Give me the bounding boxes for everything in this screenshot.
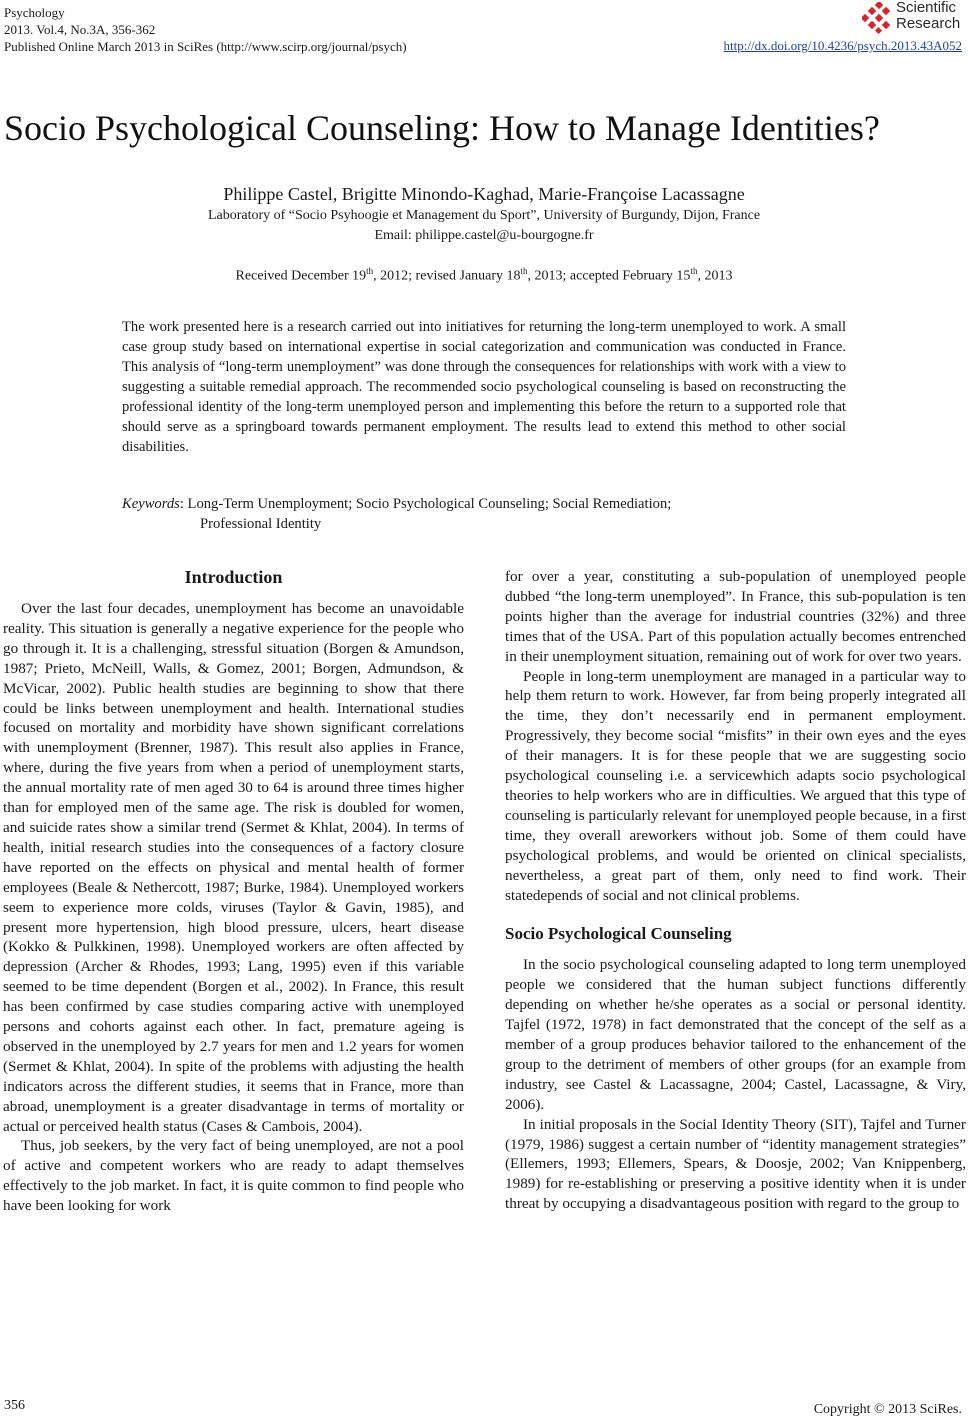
abstract: The work presented here is a research carried out into initiatives for returning the long-term unemployed to work. A small case group study based on international expertise in social categorization and communication was conducted in France. This analysis of “long-term unemployment” was done through the consequences for relationships with work with a view to suggesting a suitable remedial approach. The recommended socio psychological counseling is based on reconstructing the professional identity of the long-term unemployed person and implementing this before the return to a supported role that should serve as a springboard towards permanent employment. The results lead to extend this method to other social disabilities.: [122, 319, 846, 455]
paragraph: In the socio psychological counseling adapted to long term unemployed people we considered that the human subject functions differently depending on whether he/she operates as a social or personal identity. Tajfel (1972, 1978) in fact demonstrated that the concept of the self as a member of a group produces behavior tailored to the enhancement of the group to the detriment of members of other groups (for an example from industry, see Castel & Lacassagne, 2004; Castel, Lacassagne, & Viry, 2006).: [505, 956, 966, 1113]
right-column: [505, 567, 966, 1214]
logo-wordmark: Scientific Research: [896, 0, 961, 32]
published-online: Published Online March 2013 in SciRes (http://www.scirp.org/journal/psych): [4, 39, 407, 54]
submission-dates: Received December 19th, 2012; revised January 18th, 2013; accepted February 15th, 2013: [235, 266, 733, 284]
paragraph: Thus, job seekers, by the very fact of being unemployed, are not a pool of active and competent workers who are ready to adapt themselves effectively to the job market. In fact, it is quite common to find people who have been looking for work: [3, 1137, 464, 1215]
affiliation: Laboratory of “Socio Psyhoogie et Management du Sport”, University of Burgundy, Dijon, France: [207, 208, 761, 223]
keywords-line2: Professional Identity: [200, 516, 322, 532]
logo-diamonds-icon: [862, 2, 896, 34]
paragraph: for over a year, constituting a sub-population of unemployed people dubbed “the long-term unemployed”. In France, this sub-population is ten points higher than the average for industrial countries (32%) and three times that of the USA. Part of this population actually becomes entrenched in their unemployment situation, remaining out of work for over two years.: [505, 568, 966, 665]
page-number: 356: [4, 1398, 25, 1413]
journal-name: Psychology: [4, 5, 65, 20]
scientific-research-logo: [862, 0, 962, 36]
doi-link[interactable]: http://dx.doi.org/10.4236/psych.2013.43A052: [723, 38, 962, 53]
left-column: [3, 599, 464, 1216]
paragraph: People in long-term unemployment are managed in a particular way to help them return to work. However, far from being properly integrated all the time, they don’t necessarily end in permanent employment. Progressively, they become social “misfits” in their own eyes and the eyes of their managers. It is for these people that we are suggesting socio psychological counseling i.e. a servicewhich adapts socio psychological theories to help workers who are in difficulties. We argued that this type of counseling is particularly relevant for unemployed people because, in a first time, they overall areworkers without job. Some of them could have psychological problems, and would be oriented on clinical specialists, nevertheless, a great part of them, only need to find work. Their statedepends of social and not clinical problems.: [505, 667, 966, 904]
journal-header: [4, 4, 407, 55]
keywords: [122, 494, 671, 514]
keywords-line1: : Long-Term Unemployment; Socio Psychological Counseling; Social Remediation;: [179, 496, 672, 512]
section-heading-introduction: Introduction: [184, 567, 283, 587]
author-email: Email: philippe.castel@u-bourgogne.fr: [374, 228, 594, 243]
authors: Philippe Castel, Brigitte Minondo-Kaghad, Marie-Françoise Lacassagne: [223, 184, 745, 204]
paragraph: Over the last four decades, unemployment has become an unavoidable reality. This situation is generally a negative experience for the people who go through it. It is a challenging, stressful situation (Borgen & Amundson, 1987; Prieto, McNeill, Walls, & Gomez, 2001; Borgen, Admundson, & McVicar, 2002). Public health studies are beginning to show that there could be links between unemployment and health. International studies focused on mortality and morbidity have shown significant correlations with unemployment (Brenner, 1987). This result also applies in France, where, during the five years from when a period of unemployment starts, the annual mortality rate of men aged 30 to 64 is around three times higher than for employed men of the same age. The risk is doubled for women, and suicide rates show a similar trend (Sermet & Khlat, 2004). In terms of health, initial research studies into the consequences of a factory closure have reported on the effects on physical and mental health of former employees (Beale & Nethercott, 1987; Burke, 1984). Unemployed workers seem to experience more colds, viruses (Taylor & Gavin, 1985), and present more hypertension, high blood pressure, ulcers, heart disease (Kokko & Pulkkinen, 1998). Unemployed workers are often affected by depression (Archer & Rhodes, 1993; Lang, 1995) even if this variable seemed to be time dependent (Borgen et al., 2002). In France, this result has been confirmed by case studies comparing active with unemployed persons and cohorts against each other. In fact, premature ageing is observed in the unemployed by 2.7 years for men and 1.2 years for women (Sermet & Khlat, 2004). In spite of the problems with adjusting the health indicators across the different studies, it seems that in France, more than abroad, unemployment is a greater disadvantage in terms of mortality or actual or perceived health status (Cases & Cambois, 2004).: [3, 600, 464, 1135]
paper-title: Socio Psychological Counseling: How to Manage Identities?: [4, 108, 880, 148]
copyright: Copyright © 2013 SciRes.: [813, 1402, 962, 1417]
section-heading-socio-psychological-counseling: Socio Psychological Counseling: [505, 924, 732, 944]
keywords-label: Keywords: [122, 496, 180, 512]
paragraph: In initial proposals in the Social Identity Theory (SIT), Tajfel and Turner (1979, 1986) suggest a certain number of “identity management strategies” (Ellemers, 1993; Ellemers, Spears, & Doosje, 2002; Van Knippenberg, 1989) for re-establishing or preserving a positive identity when it is under threat by occupying a disadvantageous position with regard to the group to: [505, 1115, 966, 1213]
journal-volume: 2013. Vol.4, No.3A, 356-362: [4, 22, 156, 37]
